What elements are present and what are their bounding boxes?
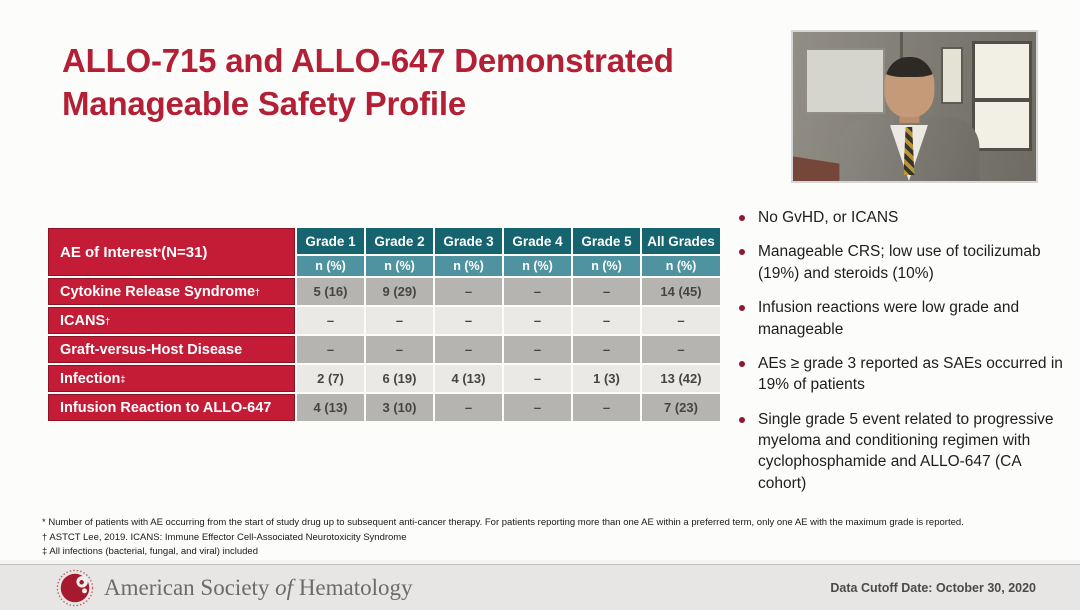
org-name-part1: American Society xyxy=(104,574,276,600)
footer-brand xyxy=(56,569,413,607)
table-row-label: Cytokine Release Syndrome † xyxy=(48,278,295,305)
table-column-header: All Grades xyxy=(642,228,720,254)
table-subheader: n (%) xyxy=(642,256,720,276)
row-label-text: Infusion Reaction to ALLO-647 xyxy=(60,399,272,416)
table-cell: – xyxy=(504,307,571,334)
table-cell: 9 (29) xyxy=(366,278,433,305)
speaker-head xyxy=(884,57,934,117)
bullet-item: Infusion reactions were low grade and manageable xyxy=(733,297,1063,340)
table-cell: – xyxy=(642,336,720,363)
table-cell: 13 (42) xyxy=(642,365,720,392)
ash-logo-icon xyxy=(56,569,94,607)
table-corner-header: AE of Interest * (N=31) xyxy=(48,228,295,276)
table-cell: – xyxy=(504,394,571,421)
table-cell: – xyxy=(573,307,640,334)
speaker-avatar xyxy=(839,71,979,181)
data-cutoff-label: Data Cutoff Date: October 30, 2020 xyxy=(830,580,1036,595)
slide-title xyxy=(62,40,674,126)
room-window xyxy=(972,41,1033,151)
table-cell: – xyxy=(435,278,502,305)
table-subheader: n (%) xyxy=(435,256,502,276)
table-cell: 7 (23) xyxy=(642,394,720,421)
footer-bar xyxy=(0,564,1080,610)
corner-suffix: (N=31) xyxy=(161,243,208,261)
bullet-item: Single grade 5 event related to progressive myeloma and conditioning regimen with cyclophosphamide and ALLO-647 (CA cohort) xyxy=(733,409,1063,495)
table-column-header: Grade 1 xyxy=(297,228,364,254)
footnote-line: ‡ All infections (bacterial, fungal, and viral) included xyxy=(42,546,258,558)
summary-bullets xyxy=(733,207,1063,507)
row-label-text: ICANS xyxy=(60,312,106,329)
table-cell: – xyxy=(504,336,571,363)
table-row-label xyxy=(48,394,295,421)
table-subheader: n (%) xyxy=(366,256,433,276)
table-cell: – xyxy=(435,307,502,334)
slide-title-line1: ALLO-715 and ALLO-647 Demonstrated xyxy=(62,42,674,79)
table-cell: – xyxy=(435,336,502,363)
table-cell: 4 (13) xyxy=(297,394,364,421)
table-subheader: n (%) xyxy=(573,256,640,276)
org-name xyxy=(104,575,413,601)
table-cell: – xyxy=(504,278,571,305)
table-column-header: Grade 2 xyxy=(366,228,433,254)
table-column-header: Grade 3 xyxy=(435,228,502,254)
table-cell: – xyxy=(573,336,640,363)
footnotes xyxy=(42,516,1042,560)
table-cell: 4 (13) xyxy=(435,365,502,392)
table-cell: – xyxy=(366,307,433,334)
window-bar xyxy=(975,98,1030,102)
org-name-part2: Hematology xyxy=(293,574,413,600)
table-cell: 5 (16) xyxy=(297,278,364,305)
bullet-item: Manageable CRS; low use of tocilizumab (19%) and steroids (10%) xyxy=(733,241,1063,284)
corner-label: AE of Interest xyxy=(60,243,158,261)
table-cell: 14 (45) xyxy=(642,278,720,305)
org-name-of: of xyxy=(275,574,294,600)
table-cell: – xyxy=(297,336,364,363)
row-label-text: Graft-versus-Host Disease xyxy=(60,341,243,358)
speaker-video[interactable] xyxy=(791,30,1038,183)
table-cell: – xyxy=(504,365,571,392)
table-row-label: ICANS † xyxy=(48,307,295,334)
table-cell: 3 (10) xyxy=(366,394,433,421)
table-row-label: Infection ‡ xyxy=(48,365,295,392)
table-column-header: Grade 5 xyxy=(573,228,640,254)
table-cell: – xyxy=(366,336,433,363)
slide-title-line2: Manageable Safety Profile xyxy=(62,84,466,122)
row-label-text: Cytokine Release Syndrome xyxy=(60,283,256,300)
bullet-item: No GvHD, or ICANS xyxy=(733,207,1063,228)
table-column-header: Grade 4 xyxy=(504,228,571,254)
table-cell: – xyxy=(642,307,720,334)
table-subheader: n (%) xyxy=(297,256,364,276)
table-cell: 1 (3) xyxy=(573,365,640,392)
table-cell: – xyxy=(573,278,640,305)
table-row-label xyxy=(48,336,295,363)
table-cell: 6 (19) xyxy=(366,365,433,392)
footnote-line: * Number of patients with AE occurring from the start of study drug up to subsequent anti-cancer therapy. For patients reporting more than one AE within a preferred term, only one AE with the maximum grade is reported. xyxy=(42,517,964,528)
row-label-text: Infection xyxy=(60,370,121,387)
ae-table xyxy=(48,228,715,421)
table-cell: – xyxy=(435,394,502,421)
footnote-line: † ASTCT Lee, 2019. ICANS: Immune Effector Cell-Associated Neurotoxicity Syndrome xyxy=(42,531,407,543)
bullet-item: AEs ≥ grade 3 reported as SAEs occurred in 19% of patients xyxy=(733,353,1063,396)
table-cell: 2 (7) xyxy=(297,365,364,392)
table-subheader: n (%) xyxy=(504,256,571,276)
table-cell: – xyxy=(573,394,640,421)
table-cell: – xyxy=(297,307,364,334)
